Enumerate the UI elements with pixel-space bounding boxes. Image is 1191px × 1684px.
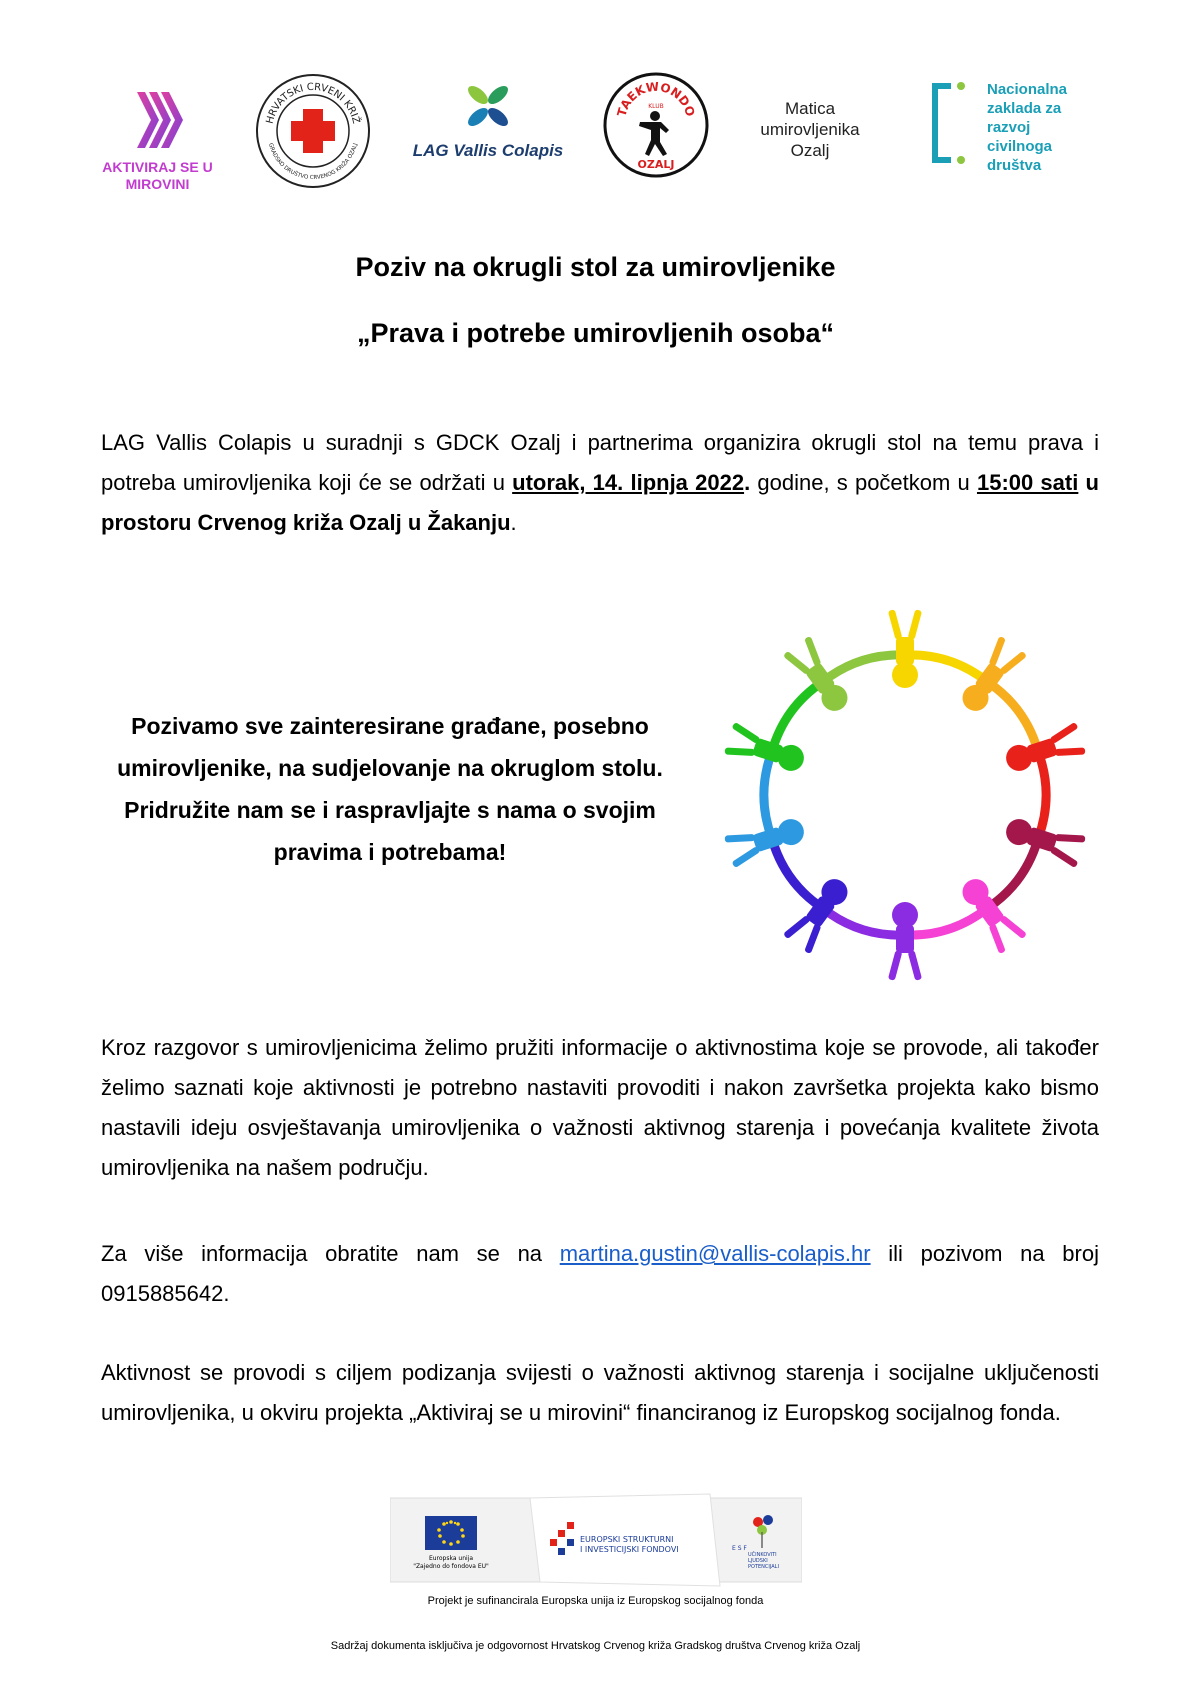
red-cross-ring-top-text: HRVATSKI CRVENI KRIŽ (264, 81, 362, 125)
esif-line-2: I INVESTICIJSKI FONDOVI (580, 1545, 679, 1554)
event-date: utorak, 14. lipnja 2022 (512, 470, 745, 495)
aktiviraj-logo (95, 90, 220, 193)
red-cross-logo (254, 72, 372, 190)
eu-flag-icon (425, 1516, 477, 1550)
esif-line-1: EUROPSKI STRUKTURNI (580, 1535, 674, 1544)
activities-paragraph: Kroz razgovor s umirovljenicima želimo pružiti informacije o aktivnostima koje se provode, ali također želimo saznati koje aktivnosti je potrebno nastaviti provoditi i nakon završetka projekta kako bismo nastavili ideju osvještavanja umirovljenika o važnosti aktivnog starenja i povećanja kvalitete života umirovljenika na našem području. (101, 1035, 1099, 1180)
event-time: 15:00 sati (976, 470, 1079, 495)
footer-funding-note: Projekt je sufinancirala Europska unija iz Europskog socijalnog fonda (427, 1595, 764, 1607)
nzr-line-4: civilnoga (987, 138, 1053, 155)
logo-row (0, 60, 1191, 200)
person-arm (987, 838, 1038, 908)
page-subtitle: „Prava i potrebe umirovljenih osoba“ (356, 318, 835, 348)
intro-text-3: godine, s početkom u (750, 470, 977, 495)
contact-text-1: Za više informacija obratite nam se na (101, 1241, 560, 1266)
person-arm (987, 682, 1038, 752)
lag-leaf-icon (458, 80, 518, 132)
nzr-line-5: društva (987, 157, 1042, 174)
bracket-icon (925, 80, 981, 170)
invite-text: Pozivamo sve zainteresirane građane, posebno umirovljenike, na sudjelovanje na okruglom stolu. Pridružite nam se i raspravljajte s nama o svojim pravima i potrebama! (117, 713, 663, 865)
project-paragraph: Aktivnost se provodi s ciljem podizanja svijesti o važnosti aktivnog starenja i socijalne uključenosti umirovljenika, u okviru projekta „Aktiviraj se u mirovini“ financiranog iz Europskog socijalnog fonda. (101, 1360, 1099, 1425)
event-place: u prostoru Crvenog križa Ozalj u Žakanju (101, 470, 1099, 535)
red-cross-ring-bottom-text: GRADSKO DRUŠTVO CRVENOG KRIŽA OZALJ (267, 142, 359, 182)
eu-label: Europska unija (428, 1555, 474, 1562)
ljp-line-3: POTENCIJALI (748, 1564, 779, 1570)
person-arm (772, 838, 823, 908)
lag-logo-text: LAG Vallis Colapis (412, 141, 564, 160)
taekwondo-mid-text: KLUB (648, 103, 664, 110)
nzr-line-3: razvoj (987, 119, 1031, 136)
matica-line-3: Ozalj (790, 141, 830, 160)
contact-text-2: ili pozivom na broj 0915885642. (101, 1241, 1099, 1306)
nzr-line-1: Nacionalna (987, 81, 1068, 98)
aktiviraj-logo-text: AKTIVIRAJ SE U MIROVINI (102, 159, 213, 192)
esf-side-label: E S F (732, 1545, 747, 1552)
person-arm (772, 682, 823, 752)
nzr-logo (925, 80, 1095, 175)
person-arm (1038, 752, 1046, 839)
eu-slogan: "Zajedno do fondova EU" (413, 1563, 489, 1570)
contact-email-link[interactable]: martina.gustin@vallis-colapis.hr (559, 1241, 871, 1266)
person-arm (764, 752, 772, 839)
person-figure (888, 902, 922, 981)
footer-disclaimer: Sadržaj dokumenta isključiva je odgovornost Hrvatskog Crvenog križa Gradskog društva Crvenog križa Ozalj (330, 1640, 861, 1652)
ljp-line-1: UČINKOVITI (748, 1552, 777, 1558)
people-circle-illustration (700, 590, 1110, 1000)
intro-text-2: . (744, 470, 751, 495)
taekwondo-top-text: TAEKWONDO (614, 79, 698, 119)
intro-text-4: . (510, 510, 517, 535)
intro-paragraph (101, 423, 1099, 543)
intro-text-1: LAG Vallis Colapis u suradnji s GDCK Ozalj i partnerima organizira okrugli stol na temu prava i potreba umirovljenika koji će se održati u (101, 430, 1099, 495)
lag-logo (408, 80, 568, 161)
nzr-logo-text (987, 80, 1067, 175)
nzr-line-2: zaklada za (987, 100, 1062, 117)
chevrons-icon (123, 90, 193, 150)
person-figure (888, 609, 922, 688)
contact-paragraph (101, 1234, 1099, 1314)
matica-line-1: Matica (784, 99, 836, 118)
taekwondo-bottom-text: OZALJ (637, 158, 675, 171)
matica-line-2: umirovljenika (760, 120, 860, 139)
ljp-line-2: LJUDSKI (748, 1558, 768, 1564)
matica-logo (745, 98, 875, 161)
taekwondo-logo (603, 72, 709, 178)
eu-funds-banner (390, 1490, 802, 1590)
page-title: Poziv na okrugli stol za umirovljenike (355, 252, 836, 282)
